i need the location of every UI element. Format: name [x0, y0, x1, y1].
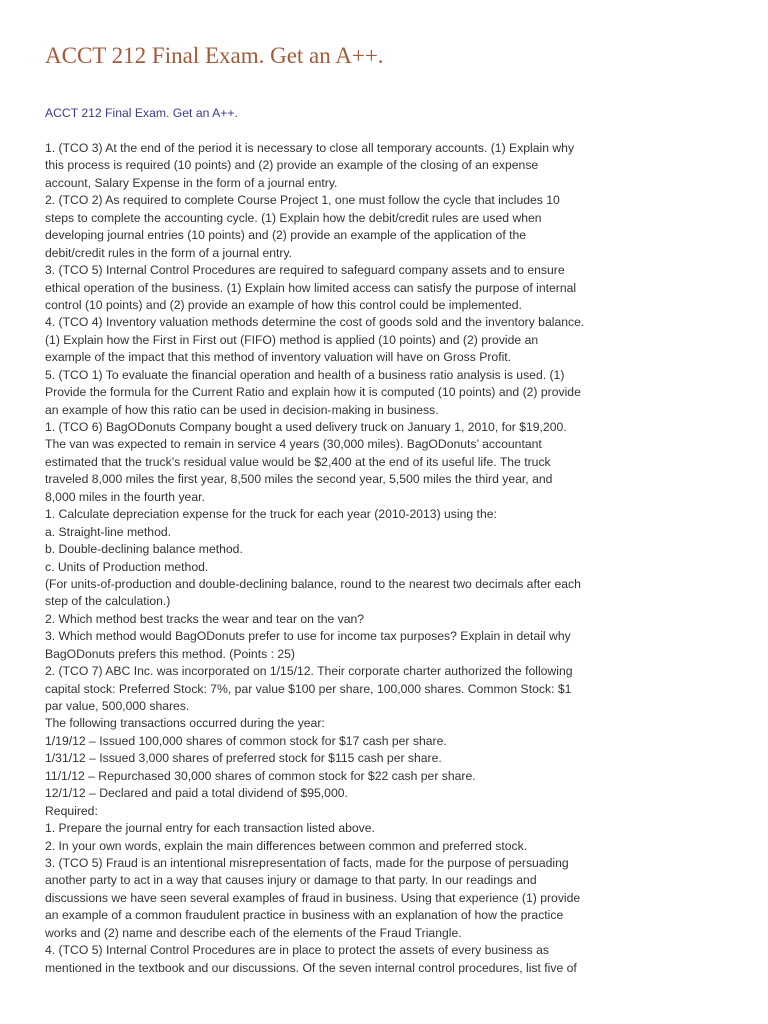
- body-line: this process is required (10 points) and (2) provide an example of the closing of an expense: [45, 158, 539, 173]
- body-line: developing journal entries (10 points) and (2) provide an example of the application of the: [45, 228, 527, 243]
- document-subtitle: ACCT 212 Final Exam. Get an A++.: [45, 106, 238, 120]
- body-line: 3. Which method would BagODonuts prefer to use for income tax purposes? Explain in detail why: [45, 629, 571, 644]
- body-line: 4. (TCO 5) Internal Control Procedures are in place to protect the assets of every business as: [45, 943, 549, 958]
- body-line: c. Units of Production method.: [45, 559, 209, 574]
- body-line: 3. (TCO 5) Fraud is an intentional misrepresentation of facts, made for the purpose of persuading: [45, 855, 569, 870]
- body-line: a. Straight-line method.: [45, 524, 172, 539]
- body-line: (1) Explain how the First in First out (FIFO) method is applied (10 points) and (2) provide an: [45, 332, 539, 347]
- body-line: works and (2) name and describe each of the elements of the Fraud Triangle.: [45, 925, 462, 940]
- body-line: 1. Calculate depreciation expense for the truck for each year (2010-2013) using the:: [45, 507, 497, 522]
- body-line: 8,000 miles in the fourth year.: [45, 489, 205, 504]
- body-line: 1. (TCO 6) BagODonuts Company bought a used delivery truck on January 1, 2010, for $19,200.: [45, 420, 567, 434]
- body-line: account, Salary Expense in the form of a journal entry.: [45, 175, 338, 190]
- body-line: 2. (TCO 7) ABC Inc. was incorporated on 1/15/12. Their corporate charter authorized the following: [45, 664, 573, 679]
- body-line: discussions we have seen several examples of fraud in business. Using that experience (1) provide: [45, 890, 581, 905]
- body-line: an example of how this ratio can be used in decision-making in business.: [45, 402, 439, 417]
- body-line: 11/1/12 – Repurchased 30,000 shares of common stock for $22 cash per share.: [45, 768, 476, 783]
- body-line: step of the calculation.): [45, 594, 171, 609]
- body-line: mentioned in the textbook and our discussions. Of the seven internal control procedures, list five of: [45, 960, 577, 975]
- body-line: ethical operation of the business. (1) Explain how limited access can satisfy the purpose of internal: [45, 280, 577, 295]
- document-body: [45, 140, 745, 977]
- body-line: The van was expected to remain in service 4 years (30,000 miles). BagODonuts’ accountant: [45, 437, 542, 452]
- body-line: control (10 points) and (2) provide an example of how this control could be implemented.: [45, 297, 522, 312]
- body-line: example of the impact that this method of inventory valuation will have on Gross Profit.: [45, 350, 512, 365]
- document-title: ACCT 212 Final Exam. Get an A++.: [45, 43, 384, 68]
- body-line: BagODonuts prefers this method. (Points : 25): [45, 646, 295, 661]
- body-line: debit/credit rules in the form of a journal entry.: [45, 245, 293, 260]
- body-line: 2. (TCO 2) As required to complete Course Project 1, one must follow the cycle that includes 10: [45, 193, 560, 208]
- body-line: 12/1/12 – Declared and paid a total dividend of $95,000.: [45, 786, 348, 801]
- body-line: traveled 8,000 miles the first year, 8,500 miles the second year, 5,500 miles the third year, and: [45, 472, 553, 487]
- body-line: 5. (TCO 1) To evaluate the financial operation and health of a business ratio analysis is used. (1): [45, 367, 565, 382]
- body-line: The following transactions occurred during the year:: [45, 716, 325, 731]
- body-line: 3. (TCO 5) Internal Control Procedures are required to safeguard company assets and to ensure: [45, 263, 565, 278]
- body-line: 2. In your own words, explain the main differences between common and preferred stock.: [45, 838, 528, 853]
- body-line: 1. Prepare the journal entry for each transaction listed above.: [45, 821, 375, 836]
- body-line: Provide the formula for the Current Ratio and explain how it is computed (10 points) and (2) provide: [45, 385, 581, 400]
- body-line: 4. (TCO 4) Inventory valuation methods determine the cost of goods sold and the inventory balance.: [45, 315, 585, 330]
- body-line: 1/19/12 – Issued 100,000 shares of common stock for $17 cash per share.: [45, 733, 447, 748]
- body-line: 1. (TCO 3) At the end of the period it is necessary to close all temporary accounts. (1) Explain why: [45, 141, 575, 155]
- body-line: b. Double-declining balance method.: [45, 542, 243, 557]
- body-line: capital stock: Preferred Stock: 7%, par value $100 per share, 100,000 shares. Common Stock: $1: [45, 681, 572, 696]
- body-line: Required:: [45, 803, 98, 818]
- body-line: 2. Which method best tracks the wear and tear on the van?: [45, 611, 365, 626]
- body-line: par value, 500,000 shares.: [45, 699, 190, 713]
- body-line: another party to act in a way that causes injury or damage to that party. In our readings and: [45, 873, 537, 888]
- body-line: 1/31/12 – Issued 3,000 shares of preferred stock for $115 cash per share.: [45, 751, 442, 766]
- body-line: an example of a common fraudulent practice in business with an explanation of how the practice: [45, 908, 564, 923]
- body-line: (For units-of-production and double-declining balance, round to the nearest two decimals after each: [45, 576, 581, 591]
- body-line: estimated that the truck’s residual value would be $2,400 at the end of its useful life. The truck: [45, 454, 551, 469]
- body-line: steps to complete the accounting cycle. (1) Explain how the debit/credit rules are used when: [45, 210, 542, 225]
